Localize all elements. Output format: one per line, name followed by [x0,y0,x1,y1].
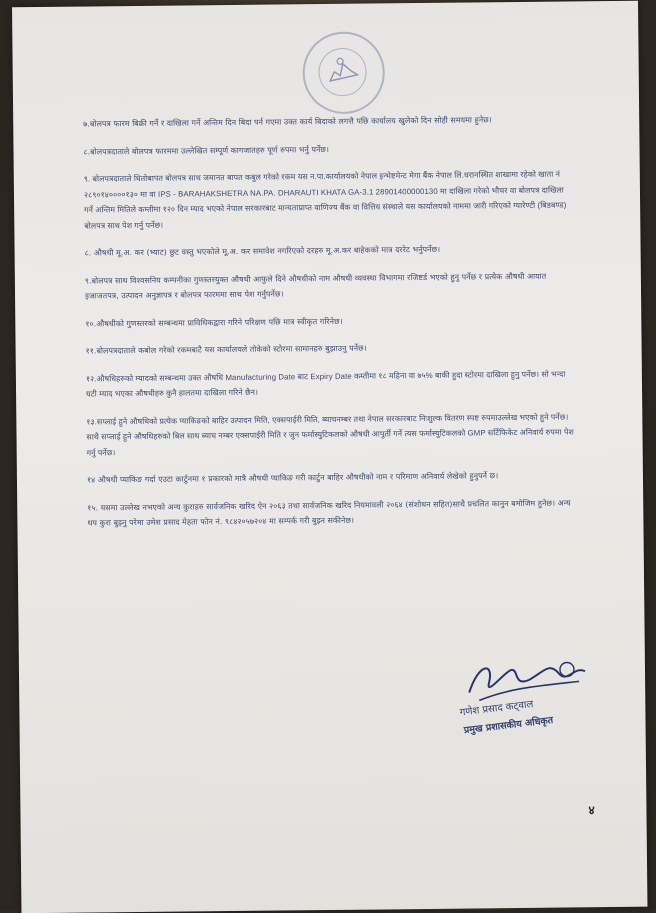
paragraph-7: ७.बोलपत्र फारम बिक्री गर्ने र दाखिला गर्ने अन्तिम दिन बिदा पर्न गएमा उक्त कार्य बिदाको लगत्तै पछि कार्यालय खुलेको दिन सोही समयमा हुनेछ। [83,115,492,129]
signatory-title: प्रमुख प्रशासकीय अधिकृत [463,714,554,737]
office-seal [295,24,393,122]
paragraph-carton: १४ औषधी प्याकिङ गर्दा एउटा कार्टुनमा १ प्रकारको मात्रै औषधी प्याकिङ गरी कार्टुन बाहिर औषधीको नाम र परिमाण अनिवार्य लेखेको हुनुपर्ने छ। [86,471,499,485]
page-number: ४ [588,803,595,818]
signature-block [449,651,600,743]
signatory-name: गणेश प्रसाद कट्वाल [459,699,534,719]
paragraph-quality: १०.औषधीको गुणस्तरको सम्बन्धमा प्राविधिकद्वारा गरिने परिक्षण पछि मात्र स्वीकृत गरिनेछ। [85,316,343,329]
paragraph-8: ८.बोलपत्रदाताले बोलपत्र फारममा उल्लेखित सम्पूर्ण कागजातहरु पूर्ण रुपमा भर्नु पर्नेछ। [83,144,330,157]
paragraph-delivery: ११.बोलपत्रदाताले कबोल गरेको रकमबाटै यस कार्यालयले तोकेको स्टोरमा सामानहरु बुझाउनु पर्नेछ। [85,343,367,356]
paragraph-packaging: १३.सप्लाई हुने औषधिको प्रत्येक प्याकिङको बाहिर उत्पादन मिति, एक्सपाईरी मिति, ब्याचनम्बर तथा नेपाल सरकारबाट निःशुल्क वितरण स्पष्ट रुपमाउल्लेख भएको हुने पर्नेछ। साथै सप्लाई हुने औषधिहरुको बिल साथ ब्याच नम्बर एक्सपाईरी मिति र जुन फर्मास्युटिकलको औषधी आपुर्ती गर्ने त्यस फर्मास्युटिकलको GMP सर्टिफिकेट अनिवार्य रुपमा पेश गर्नु पर्नेछ। [86,411,574,458]
paragraph-legal: १५. यसमा उल्लेख नभएको अन्य कुराहरु सार्वजनिक खरिद ऐन २०६३ तथा सार्वजनिक खरिद नियमावली २०६४ (संशोधन सहित)साथै प्रचलित कानुन बमोजिम हुनेछ। अन्य थप कुरा बुझ्नु परेमा उमेश प्रसाद मेहता फोन नं. ९८४२०५७२०४ मा सम्पर्क गरी बुझ्न सकीनेछ। [87,497,571,528]
paragraph-9: ९. बोलपत्रदाताले धितोबापत बोलपत्र साथ जमानत बापत कबुल गरेको रकम यस न.पा.कार्यालयको नेपाल इन्भेष्टमेन्ट मेगा बैंक नेपाल लि.धरानस्थित शाखामा रहेको खाता नं २८९०१४००००१३० मा वा IPS - BARAHAKSHETRA NA.PA. DHARAUTI KHATA GA-3.1 28901400000130 मा दाखिला गरेको भौचर वा बोलपत्र दाखिला गर्ने अन्तिम मितिले कम्तीमा १२० दिन म्याद भएको नेपाल सरकारबाट मान्यताप्राप्त वाणिज्य बैंक वा वित्तिय संस्थाले यस कार्यालयको नाममा जारी गरिएको ग्यारेण्टी (बिडबण्ड) बोलपत्र साथ पेश गर्नु पर्नेछ। [83,169,567,231]
paragraph-vat: ८. औषधी मू.अ. कर (भ्याट) छुट वस्तु भएकोले मू.अ. कर समावेश नगरिएको दरहरु मू.अ.कर बाहेकको मात्र दररेट भर्नुपर्नेछ। [84,244,441,258]
document-body [83,111,577,543]
emblem-icon [319,48,367,96]
paragraph-expiry: १२.औषधिहरुको म्यादको सम्बन्धमा उक्त औषधि Manufacturing Date बाट Expiry Date कम्तीमा १८ महिना वा ७५% बाकी हुदा स्टोरमा दाखिला हुनु पर्नेछ। सो भन्दा घटी म्याद भएका औषधीहरु कुनै हालतमा दाखिला गरिने छैन। [85,369,566,399]
paragraph-registration: ९.बोलपत्र साथ विश्वसनिय कम्पनीका गुणस्तरयुक्त औषधी आफुले दिने औषधीको नाम औषधी व्यवस्था विभागमा रजिष्टर्ड भएको हुनु पर्नेछ र प्रत्येक औषधी आयात इजाजतपत्र, उत्पादन अनुज्ञापत्र र बोलपत्र फारममा साथ पेश गर्नुपर्नेछ। [84,271,547,301]
document-page [12,1,647,913]
